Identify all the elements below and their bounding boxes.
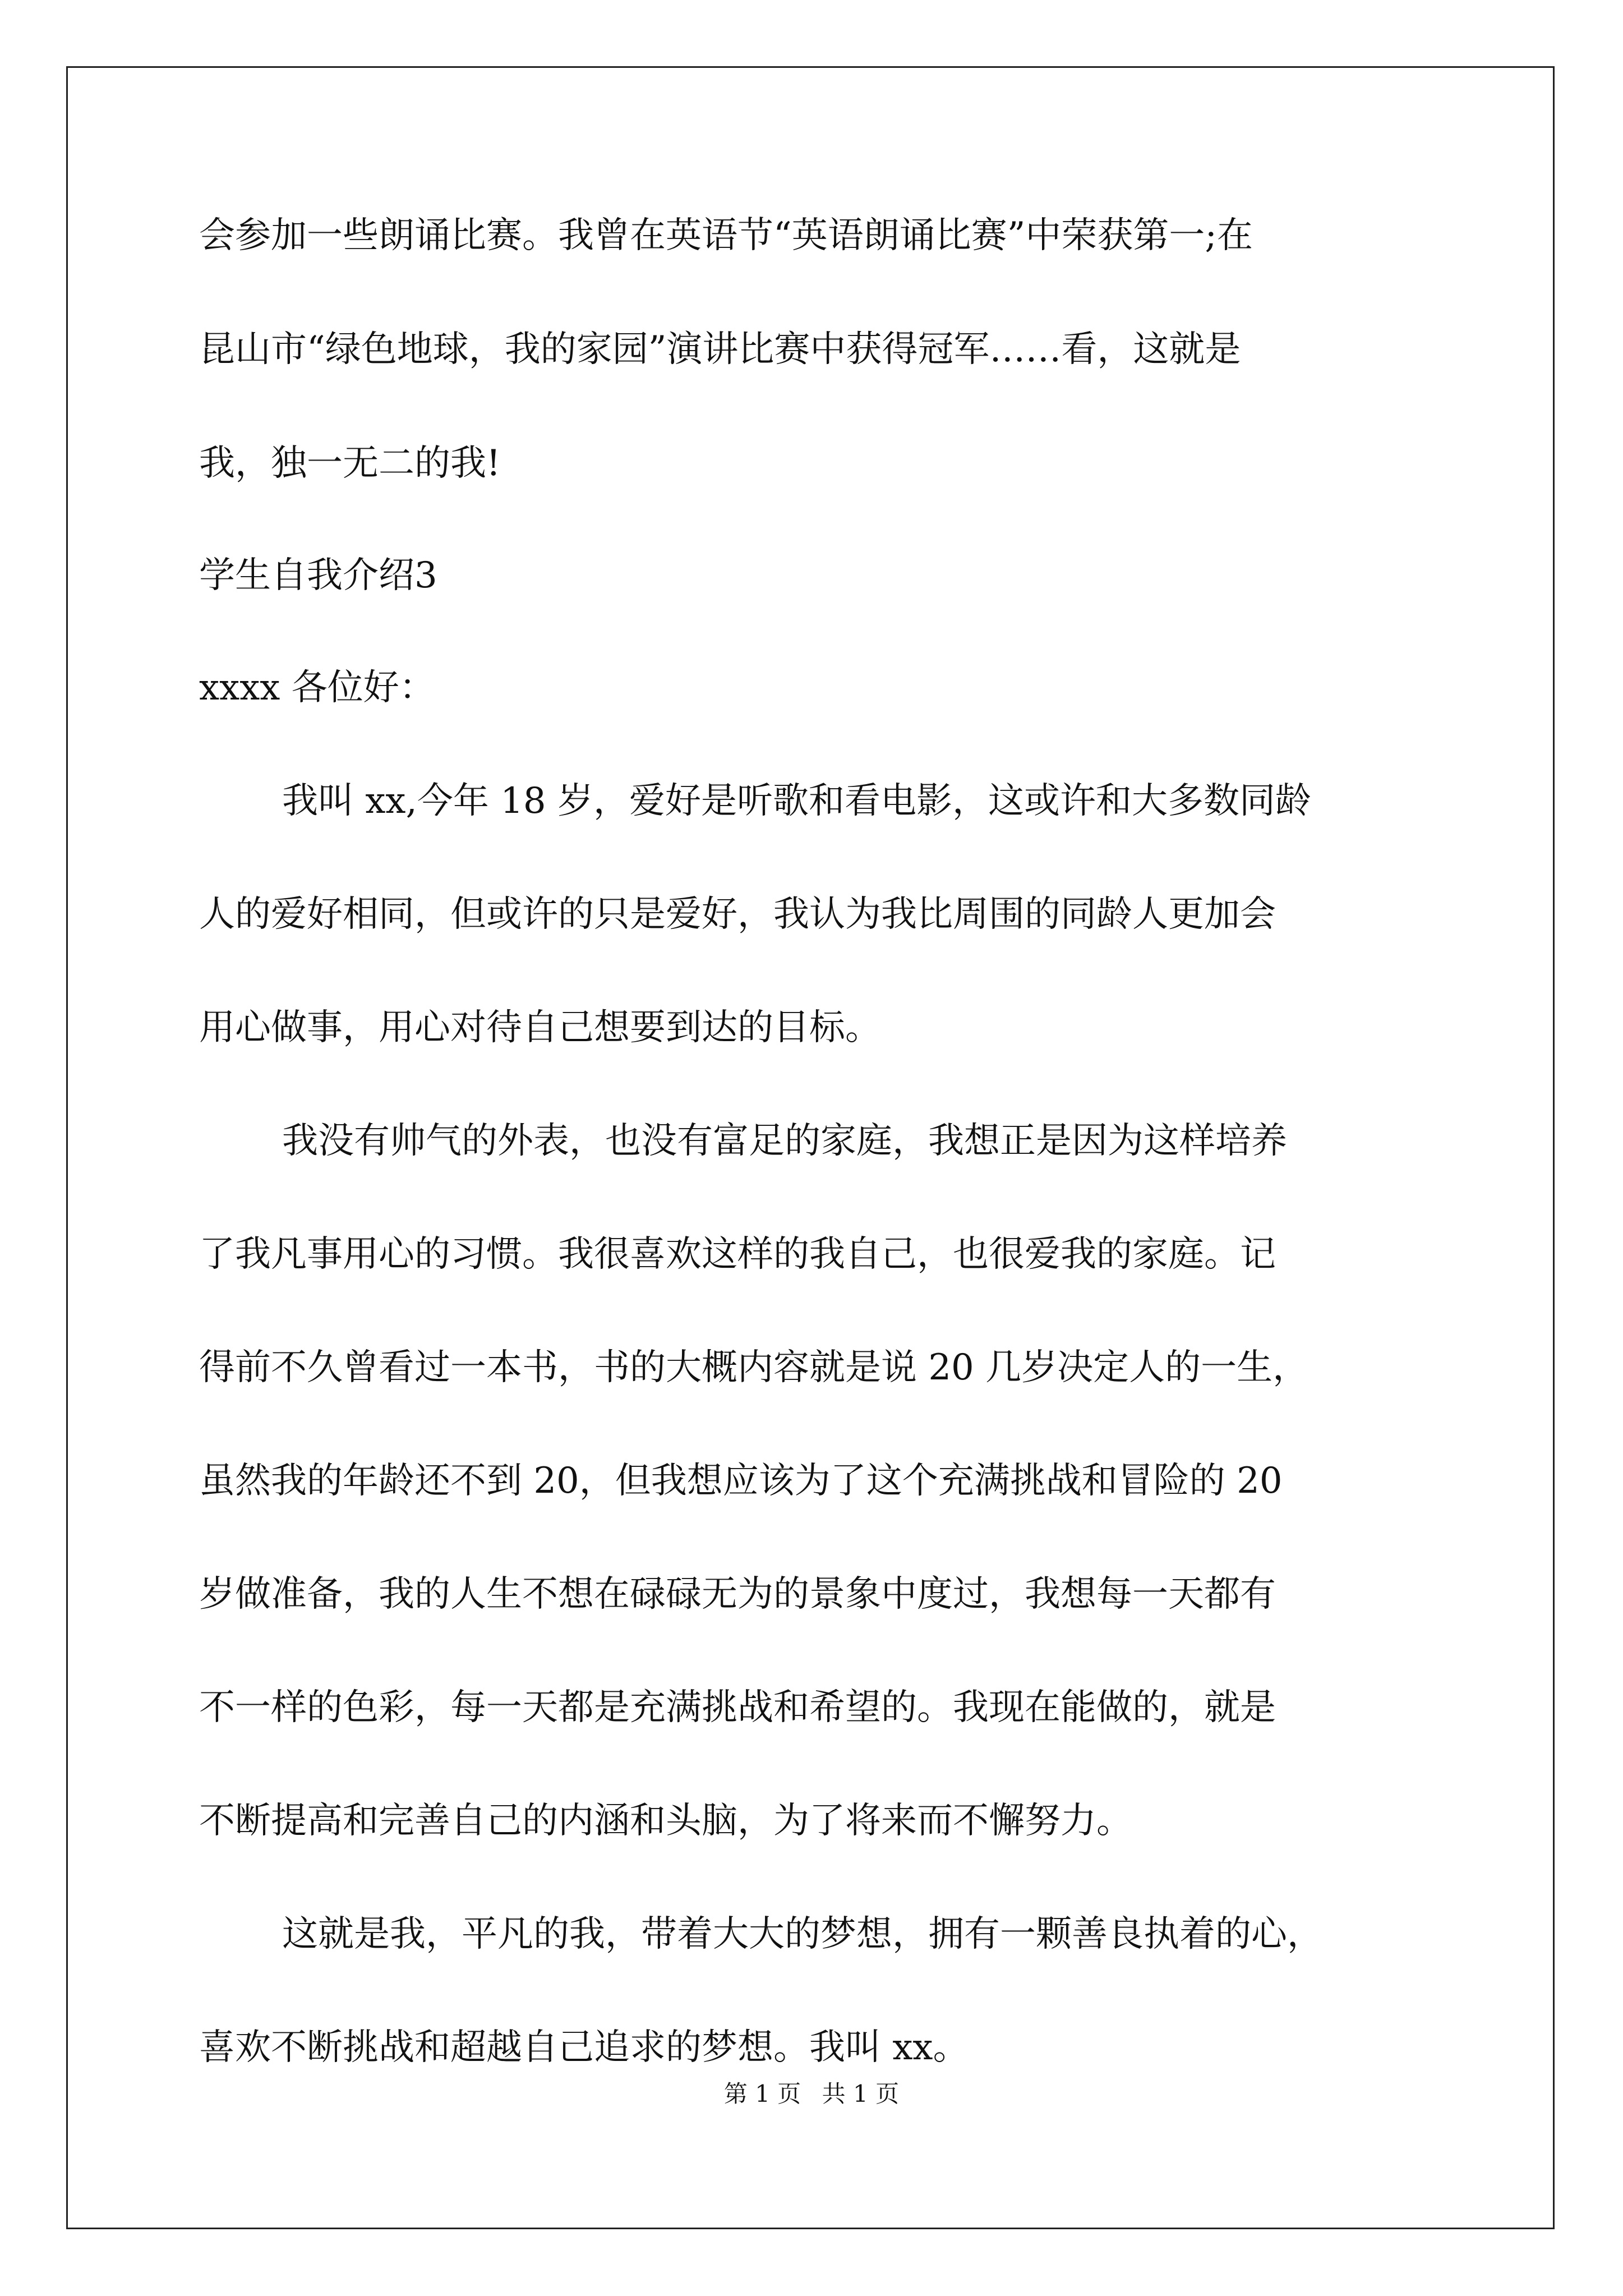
salutation: xxxx 各位好： [199,667,435,708]
text-line: 用心做事，用心对待自己想要到达的目标。 [199,1007,881,1048]
page-total: 共 1 页 [822,2080,900,2108]
paragraph-start: 这就是我，平凡的我，带着大大的梦想，拥有一颗善良执着的心， [282,1913,1323,1955]
section-heading: 学生自我介绍3 [199,555,437,596]
text-line: 岁做准备，我的人生不想在碌碌无为的景象中度过，我想每一天都有 [199,1573,1276,1615]
text-line: 不一样的色彩，每一天都是充满挑战和希望的。我现在能做的，就是 [199,1687,1276,1728]
text-line: 会参加一些朗诵比赛。我曾在英语节“英语朗诵比赛”中荣获第一;在 [199,215,1253,256]
text-line: 不断提高和完善自己的内涵和头脑，为了将来而不懈努力。 [199,1800,1132,1842]
text-line: 得前不久曾看过一本书，书的大概内容就是说 20 几岁决定人的一生， [199,1347,1309,1388]
text-line: 我，独一无二的我! [199,443,501,484]
paragraph-start: 我没有帅气的外表，也没有富足的家庭，我想正是因为这样培养 [282,1120,1287,1162]
page-number: 第 1 页 [723,2080,801,2108]
text-line: 虽然我的年龄还不到 20，但我想应该为了这个充满挑战和冒险的 20 [199,1460,1283,1502]
paragraph-start: 我叫 xx,今年 18 岁，爱好是听歌和看电影，这或许和大多数同龄 [282,780,1311,822]
text-line: 昆山市“绿色地球，我的家园”演讲比赛中获得冠军……看，这就是 [199,329,1241,370]
text-line: 了我凡事用心的习惯。我很喜欢这样的我自己，也很爱我的家庭。记 [199,1234,1276,1275]
page-footer [0,2082,1623,2106]
text-line: 喜欢不断挑战和超越自己追求的梦想。我叫 xx。 [199,2027,969,2068]
text-line: 人的爱好相同，但或许的只是爱好，我认为我比周围的同龄人更加会 [199,894,1276,935]
